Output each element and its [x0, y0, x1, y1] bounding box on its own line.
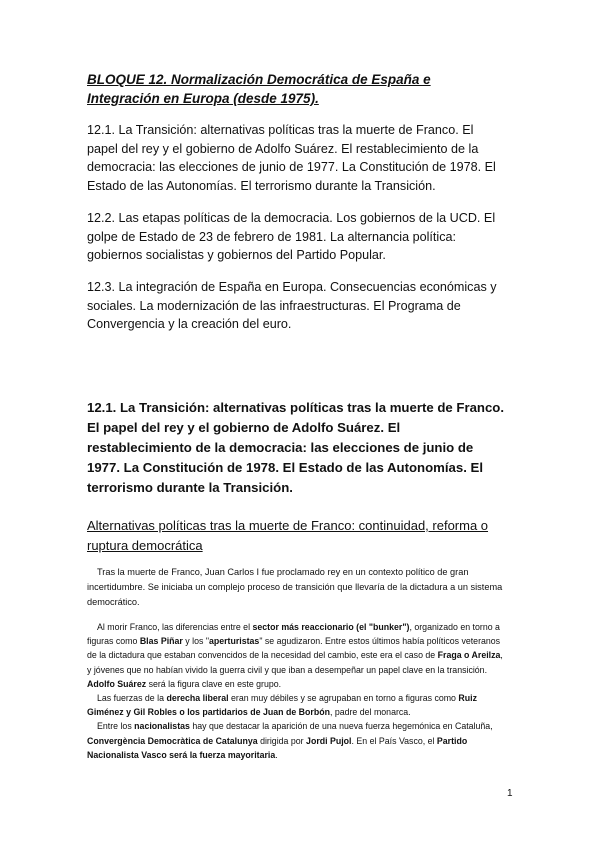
paragraph-reaccionario: Al morir Franco, las diferencias entre el sector más reaccionario (el "bunker"), organizado en torno a figuras como Blas Piñar y los "aperturistas" se agudizaron. Entre estos últimos había políticos veteranos de la dictadura que estaban convencidos de la necesidad del cambio, este era el caso de Fraga o Areilza, y jóvenes que no habían vivido la guerra civil y que iban a desempeñar un papel clave en la transición. Adolfo Suárez será la figura clave en este grupo. — [87, 622, 503, 689]
index-item-12-3: 12.3. La integración de España en Europa. Consecuencias económicas y sociales. La modernización de las infraestructuras. El Programa de Convergencia y la creación del euro. — [87, 280, 497, 331]
page-number: 1 — [507, 788, 513, 799]
subheading: Alternativas políticas tras la muerte de Franco: continuidad, reforma o ruptura democrática — [87, 518, 489, 553]
paragraph-nacionalistas: Entre los nacionalistas hay que destacar la aparición de una nueva fuerza hegemónica en Cataluña, Convergència Democràtica de Catalunya dirigida por Jordi Pujol. En el País Vasco, el Partido Nacionalista Vasco será la fuerza mayoritaria. — [87, 721, 493, 760]
paragraph-derecha-liberal: Las fuerzas de la derecha liberal eran muy débiles y se agrupaban en torno a figuras como Ruiz Giménez y Gil Robles o los partidarios de Juan de Borbón, padre del monarca. — [87, 693, 477, 718]
intro-paragraph: Tras la muerte de Franco, Juan Carlos I fue proclamado rey en un contexto político de gran incertidumbre. Se iniciaba un complejo proceso de transición que llevaría de la dictadura a un sistema democrático. — [87, 567, 503, 607]
section-heading: 12.1. La Transición: alternativas políticas tras la muerte de Franco. El papel del rey y el gobierno de Adolfo Suárez. El restablecimiento de la democracia: las elecciones de junio de 1977. La Constitución de 1978. El Estado de las Autonomías. El terrorismo durante la Transición. — [87, 400, 505, 495]
body-section — [87, 620, 507, 762]
index-item-12-1: 12.1. La Transición: alternativas políticas tras la muerte de Franco. El papel del rey y el gobierno de Adolfo Suárez. El restablecimiento de la democracia: las elecciones de junio de 1977. La Constitución de 1978. El Estado de las Autonomías. El terrorismo durante la Transición. — [87, 123, 496, 193]
bloque-title: BLOQUE 12. Normalización Democrática de España e Integración en Europa (desde 1975). — [87, 72, 431, 106]
intro-section — [87, 565, 507, 610]
index-item-12-2: 12.2. Las etapas políticas de la democracia. Los gobiernos de la UCD. El golpe de Estado de 23 de febrero de 1981. La alternancia política: gobiernos socialistas y gobiernos del Partido Popular. — [87, 211, 496, 262]
